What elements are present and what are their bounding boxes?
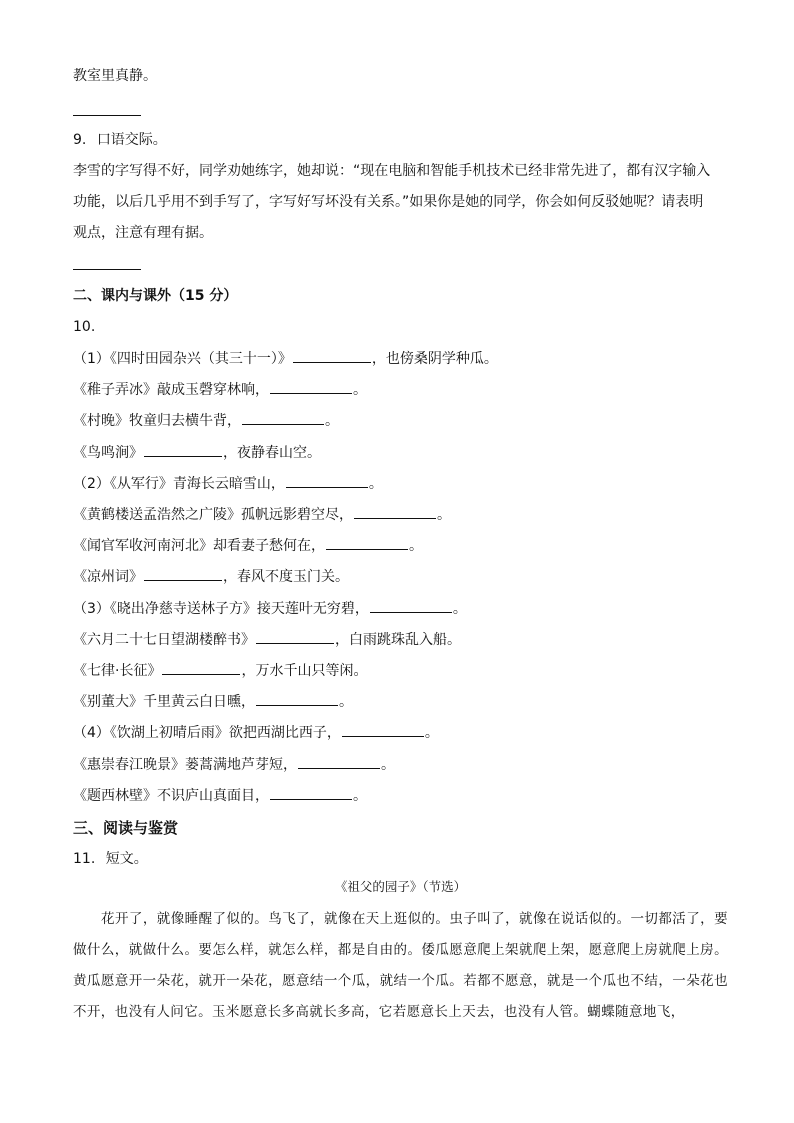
fill-blank[interactable] <box>144 566 222 581</box>
q10-item <box>73 754 734 775</box>
q10-item <box>73 629 734 650</box>
item-prompt: （4）《饮湖上初晴后雨》欲把西湖比西子， <box>73 725 341 741</box>
q10-item <box>73 410 734 431</box>
q10-item <box>73 598 734 619</box>
item-suffix: ，春风不度玉门关。 <box>223 569 349 585</box>
fill-blank[interactable] <box>293 348 371 363</box>
section-heading: 三、阅读与鉴赏 <box>73 819 179 837</box>
passage-title: 《祖父的园子》（节选） <box>334 879 467 894</box>
section-heading: 二、课内与课外（15 分） <box>73 288 238 304</box>
item-suffix: 。 <box>381 757 395 773</box>
q10-item <box>73 691 734 712</box>
item-prompt: 《黄鹤楼送孟浩然之广陵》孤帆远影碧空尽， <box>73 507 353 523</box>
fill-blank[interactable] <box>270 785 352 800</box>
q10-item <box>73 473 734 494</box>
question-title: 口语交际。 <box>96 132 167 148</box>
q9-text-line: 李雪的字写得不好，同学劝她练字，她却说：“现在电脑和智能手机技术已经非常先进了，都有汉字输入 <box>73 163 711 179</box>
q10-item <box>73 379 734 400</box>
fill-blank[interactable] <box>370 598 452 613</box>
fill-blank[interactable] <box>286 473 368 488</box>
q10-item <box>73 442 734 463</box>
q9-text-line: 观点，注意有理有据。 <box>73 225 213 241</box>
q9-heading <box>73 130 734 150</box>
fill-blank[interactable] <box>270 379 352 394</box>
q8-answer-tail: 教室里真静。 <box>73 68 157 84</box>
item-suffix: 。 <box>437 507 451 523</box>
item-prompt: 《别董大》千里黄云白日曛， <box>73 694 255 710</box>
item-prompt: （1）《四时田园杂兴（其三十一）》 <box>73 351 292 367</box>
item-suffix: 。 <box>409 538 423 554</box>
q11-heading <box>73 849 734 869</box>
item-suffix: 。 <box>339 694 353 710</box>
fill-blank[interactable] <box>144 442 222 457</box>
q10-item <box>73 566 734 587</box>
fill-blank[interactable] <box>256 691 338 706</box>
item-suffix: 。 <box>424 725 439 741</box>
item-prompt: 《六月二十七日望湖楼醉书》 <box>73 632 255 648</box>
question-title: 短文。 <box>105 851 148 867</box>
item-suffix: ，也傍桑阴学种瓜。 <box>371 351 498 367</box>
answer-line[interactable] <box>73 115 141 116</box>
question-number: 10. <box>73 319 96 335</box>
fill-blank[interactable] <box>242 410 324 425</box>
passage-body <box>73 904 728 1028</box>
q10-item <box>73 722 734 743</box>
item-suffix: ，万水千山只等闲。 <box>241 663 368 679</box>
item-prompt: 《闻官军收河南河北》却看妻子愁何在， <box>73 538 325 554</box>
q10-item <box>73 660 734 681</box>
question-number: 9. <box>73 132 87 148</box>
item-suffix: 。 <box>325 413 339 429</box>
item-suffix: 。 <box>353 788 367 804</box>
item-suffix: ，夜静春山空。 <box>223 445 321 461</box>
answer-line[interactable] <box>73 269 141 270</box>
q10-item <box>73 348 734 369</box>
q10-item <box>73 504 734 525</box>
item-prompt: 《稚子弄冰》敲成玉磬穿林响， <box>73 382 269 398</box>
item-suffix: 。 <box>368 476 383 492</box>
item-prompt: （2）《从军行》青海长云暗雪山， <box>73 476 285 492</box>
item-prompt: 《凉州词》 <box>73 569 143 585</box>
item-prompt: 《鸟鸣涧》 <box>73 445 143 461</box>
fill-blank[interactable] <box>342 722 424 737</box>
fill-blank[interactable] <box>354 504 436 519</box>
q10-item <box>73 535 734 556</box>
item-prompt: 《七律·长征》 <box>73 663 162 679</box>
item-suffix: 。 <box>452 601 467 617</box>
q9-text-line: 功能，以后几乎用不到手写了，字写好写坏没有关系。”如果你是她的同学，你会如何反驳她呢？请表明 <box>73 194 704 210</box>
item-prompt: 《村晚》牧童归去横牛背， <box>73 413 241 429</box>
passage-text: 花开了，就像睡醒了似的。鸟飞了，就像在天上逛似的。虫子叫了，就像在说话似的。一切都活了，要做什么，就做什么。要怎么样，就怎么样，都是自由的。倭瓜愿意爬上架就爬上架，愿意爬上房就爬上房。黄瓜愿意开一朵花，就开一朵花，愿意结一个瓜，就结一个瓜。若都不愿意，就是一个瓜也不结，一朵花也不开，也没有人问它。玉米愿意长多高就长多高，它若愿意长上天去，也没有人管。蝴蝶随意地飞， <box>73 911 728 1020</box>
fill-blank[interactable] <box>162 660 240 675</box>
fill-blank[interactable] <box>298 754 380 769</box>
item-suffix: 。 <box>353 382 367 398</box>
item-prompt: （3）《晓出净慈寺送林子方》接天莲叶无穷碧， <box>73 601 369 617</box>
q10-item <box>73 785 734 806</box>
item-suffix: ，白雨跳珠乱入船。 <box>335 632 461 648</box>
item-prompt: 《惠崇春江晚景》蒌蒿满地芦芽短， <box>73 757 297 773</box>
question-number: 11. <box>73 851 96 867</box>
fill-blank[interactable] <box>326 535 408 550</box>
item-prompt: 《题西林壁》不识庐山真面目， <box>73 788 269 804</box>
fill-blank[interactable] <box>256 629 334 644</box>
